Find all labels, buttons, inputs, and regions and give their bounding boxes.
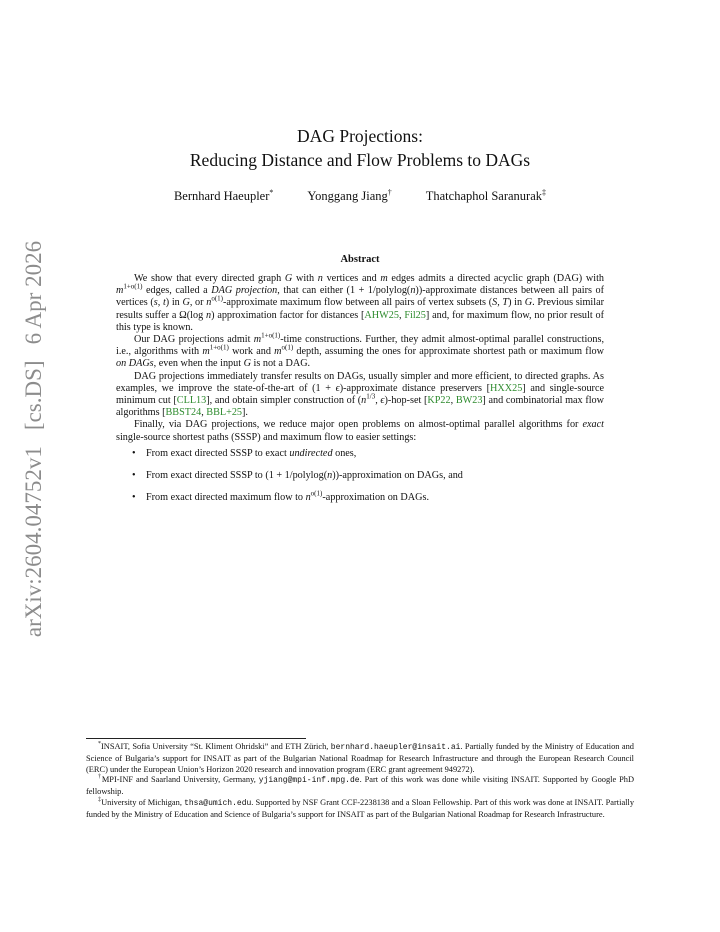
text: Our DAG projections admit: [134, 334, 254, 346]
text: work and: [228, 346, 275, 358]
arxiv-id: arXiv:2604.04752v1: [21, 446, 46, 638]
text: ,: [375, 395, 381, 407]
text: ))-approximation on DAGs, and: [332, 470, 463, 482]
math: n: [206, 297, 212, 309]
text: ].: [242, 407, 248, 419]
citation-link[interactable]: BW23: [455, 395, 483, 407]
footnote-divider: [86, 738, 306, 739]
math: n: [305, 492, 311, 504]
list-item: [116, 448, 604, 460]
citation-link[interactable]: AHW25: [364, 309, 399, 321]
math: n: [361, 395, 367, 407]
email-address[interactable]: thsa@umich.edu: [184, 798, 252, 808]
math: G: [524, 297, 533, 309]
author-name: Thatchaphol Saranurak: [425, 189, 543, 204]
author: [426, 188, 546, 204]
bullet-icon: •: [132, 447, 136, 459]
text: ) in: [165, 297, 183, 309]
author-footnote-mark: †: [387, 188, 392, 197]
math: m: [380, 273, 388, 284]
author: [307, 188, 391, 204]
author-name: Yonggang Jiang: [307, 189, 388, 204]
list-item: [116, 470, 604, 482]
emphasis: exact: [582, 419, 604, 431]
abstract-heading: Abstract: [340, 254, 380, 265]
math: m: [202, 346, 210, 358]
math: n: [410, 285, 416, 297]
math: S, T: [492, 297, 509, 309]
author-name: Bernhard Haeupler: [173, 189, 270, 204]
math-exponent: 1/3: [366, 392, 376, 401]
math: ϵ: [335, 382, 340, 394]
math: s, t: [153, 297, 166, 309]
bullet-icon: •: [132, 492, 136, 504]
math: m: [116, 285, 124, 297]
author-list: [0, 188, 720, 204]
text: ,: [201, 407, 207, 419]
text: is not a DAG.: [250, 358, 311, 370]
math: G: [284, 273, 293, 284]
math-exponent: 1+o(1): [261, 331, 281, 340]
text: DAG projections immediately transfer results on DAGs, usually simpler and more efficient, to directed graphs. As examples, we improve the state-of-the-art of (1 +: [116, 370, 604, 394]
math: n: [317, 273, 323, 284]
citation-link[interactable]: CLL13: [176, 395, 207, 407]
text: , or: [189, 297, 207, 309]
abstract-paragraph-3: [116, 371, 604, 420]
text: single-source shortest paths (SSSP) and maximum flow to easier settings:: [116, 431, 417, 443]
list-item: [116, 489, 604, 504]
footnote: [86, 742, 634, 775]
paper-title: [0, 124, 720, 172]
text: MPI-INF and Saarland University, Germany,: [101, 775, 259, 785]
text: From exact directed SSSP to (1 + 1/polylog(: [146, 470, 328, 482]
math: G: [182, 297, 190, 309]
title-line-2: Reducing Distance and Flow Problems to DAGs: [189, 150, 531, 170]
email-address[interactable]: bernhard.haeupler@insait.ai: [330, 743, 461, 752]
text: , that can either (1 + 1/polylog(: [277, 285, 411, 297]
text: From exact directed maximum flow to: [146, 492, 306, 504]
math: m: [253, 334, 262, 346]
emphasis: on DAGs: [116, 358, 154, 370]
text: University of Michigan,: [101, 797, 185, 807]
abstract-paragraph-1: [116, 273, 604, 334]
emphasis: DAG projection: [211, 285, 278, 297]
abstract-body: [116, 273, 604, 514]
text: Finally, via DAG projections, we reduce major open problems on almost-optimal parallel algorithms for: [134, 419, 583, 431]
text: ) approximation factor for distances [: [211, 309, 365, 321]
text: . Supported by NSF Grant CCF-2238138 and a Sloan Fellowship. Part of this work was done at INSAIT. Partially funded by the Ministry of Education and Science of Bulgaria’s support for INSAIT as part of the Bulgarian National Roadmap for Research Infrastructure.: [86, 797, 635, 819]
text: ,: [450, 395, 456, 407]
text: . Part of this work was done while visiting INSAIT. Supported by Google PhD fellowship.: [86, 775, 635, 797]
citation-link[interactable]: Fil25: [404, 309, 426, 321]
text: From exact directed SSSP to exact: [146, 447, 290, 459]
author-footnote-mark: *: [269, 188, 274, 197]
text: )-approximate distance preservers [: [339, 382, 491, 394]
text: ] and, for maximum flow, no prior result of this type is known.: [116, 309, 604, 333]
math: m: [274, 346, 282, 358]
text: ] and single-source minimum cut [: [116, 382, 604, 407]
math-exponent: o(1): [310, 489, 323, 498]
reduction-list: [116, 448, 604, 505]
bullet-icon: •: [132, 470, 136, 482]
text: with: [292, 273, 318, 284]
emphasis: undirected: [289, 447, 333, 459]
citation-link[interactable]: HXX25: [490, 382, 523, 394]
text: -approximation on DAGs.: [322, 492, 430, 504]
math: n: [206, 309, 212, 321]
citation-link[interactable]: KP22: [427, 395, 451, 407]
arxiv-stamp: [2, 196, 66, 666]
footnote: [86, 798, 634, 821]
arxiv-category: [cs.DS]: [21, 360, 46, 431]
text: depth, assuming the ones for approximate shortest path or maximum flow: [293, 346, 604, 358]
text: vertices and: [322, 273, 381, 284]
math: ϵ: [380, 395, 385, 407]
text: ones,: [332, 447, 357, 459]
math: G: [243, 358, 251, 370]
text: We show that every directed graph: [134, 273, 285, 284]
math-exponent: 1+o(1): [123, 282, 143, 291]
footnotes: [86, 742, 634, 821]
text: )-hop-set [: [384, 395, 428, 407]
footnote-mark: ‡: [98, 797, 102, 804]
title-line-1: DAG Projections:: [297, 126, 423, 146]
abstract-paragraph-2: [116, 331, 604, 371]
abstract-paragraph-4: [116, 419, 604, 443]
text: -time constructions. Further, they admit almost-optimal parallel constructions, i.e., algorithms with: [116, 334, 604, 358]
text: ,: [398, 309, 405, 321]
text: ))-approximate distances between all pairs of vertices (: [116, 285, 604, 309]
email-address[interactable]: yjiang@mpi-inf.mpg.de: [258, 776, 360, 786]
footnote-mark: †: [98, 774, 102, 781]
text: edges admits a directed acyclic graph (DAG) with: [387, 273, 604, 284]
text: , even when the input: [153, 358, 244, 370]
math-exponent: 1+o(1): [209, 343, 229, 352]
citation-link[interactable]: BBST24: [165, 407, 202, 419]
text: ] and combinatorial max flow algorithms [: [116, 395, 604, 419]
math-exponent: o(1): [281, 343, 294, 352]
footnote: [86, 775, 634, 798]
footnote-mark: *: [98, 741, 101, 748]
text: -approximate maximum flow between all pairs of vertex subsets (: [223, 297, 493, 309]
text: edges, called a: [142, 285, 212, 297]
citation-link[interactable]: BBL+25: [206, 407, 243, 419]
arxiv-date: 6 Apr 2026: [21, 240, 46, 345]
text: ) in: [508, 297, 525, 309]
author: [174, 188, 273, 204]
text: . Previous similar results suffer a Ω(log: [116, 297, 605, 321]
text: INSAIT, Sofia University “St. Kliment Ohridski” and ETH Zürich,: [101, 742, 331, 751]
text: . Partially funded by the Ministry of Education and Science of Bulgaria’s support for INSAIT as part of the Bulgarian National Roadmap for Research Infrastructure and through the European Research Council (ERC) under the European Union’s Horizon 2020 research and innovation program (ERC grant agreement 949272).: [86, 742, 634, 774]
author-footnote-mark: ‡: [542, 188, 547, 197]
text: ], and obtain simpler construction of (: [206, 395, 362, 407]
math-exponent: o(1): [211, 295, 223, 304]
math: n: [327, 470, 333, 482]
